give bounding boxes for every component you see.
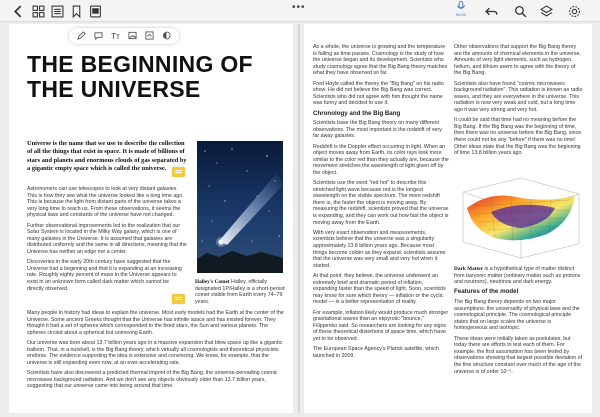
caption-title: Dark Matter — [454, 266, 483, 272]
right-page — [304, 24, 592, 413]
paragraph: These ideas were initially taken as postulates, but today there are efforts to test each of them. For example, the first assumption has been tested by observations showing that largest possible deviation of the fine structure constant over much of the age of the universe is of order 10⁻⁵. — [454, 335, 583, 375]
grid-icon[interactable] — [30, 3, 46, 19]
paragraph: Further observational improvements led to the realization that our Solar System is located in the Milky Way galaxy, which is one of many galaxies in the Universe. It is assumed that galaxies are distributed uniformly and the same in all directions, meaning that the Universe has neither an edge nor a center. — [27, 222, 187, 255]
section-heading: Chronology and the Big Bang — [313, 109, 401, 117]
pen-icon[interactable] — [76, 31, 88, 42]
paragraph: It could be said that time had no meaning before the Big Bang. If the Big Bang was the beginning of time, then there was no universe before the Big Bang, since there could not be any "before" if there was no time! Other ideas state that the Big Bang was the beginning of time 13.8 billion years ago. — [454, 117, 582, 157]
paragraph: Redshift is the Doppler effect occurring in light. When an object moves away from Earth, its color rays look more similar to the color red than they actually are, because the movement stretches the wavelength of light given off by the object. — [313, 143, 449, 176]
paragraph: Fred Hoyle called the theory the "Big Bang" on his radio show. He did not believe the Big Bang was correct. Scientists who did not agree with him thought the name was funny and decided to use it. — [313, 80, 444, 107]
paragraph: Astronomers can use telescopes to look at very distant galaxies. This is how they see what the universe looked like a long time ago. This is because the light from distant parts of the universe takes a very long time to reach us. From these observations, it seems the physical laws and constants of the universe have not changed. — [27, 186, 184, 219]
right-column-2-top — [454, 44, 584, 160]
sticky-note-icon[interactable] — [172, 167, 185, 177]
paragraph: Discoveries in the early 20th century have suggested that the Universe had a beginning and that it is expanding at an increasing rate. Roughly eighty percent of mass in the Universe appears to exist in an unknown form called dark matter which cannot be directly observed. — [27, 259, 182, 292]
caption-text: is a hypothetical type of matter distinct from baryonic matter (ordinary matter such as protons and neutrons), neutrinos and dark energy. — [454, 266, 581, 286]
right-column-2-bottom — [454, 266, 584, 379]
eraser-icon[interactable] — [161, 31, 173, 42]
more-dots-icon[interactable]: ••• — [292, 2, 306, 13]
left-page — [9, 24, 293, 413]
bookmark-icon[interactable] — [68, 3, 84, 19]
paragraph: As a whole, the universe is growing and the temperature is falling as time passes. Cosmology is the study of how the universe began and its development. Scientists who study cosmology agree that the Big Bang theory matches what they have observed so far. — [313, 44, 448, 77]
title-line-2: THE UNIVERSE — [27, 76, 201, 102]
paragraph: Many people in history had ideas to explain the universe. Most early models had the Earth at the center of the Universe. Some ancient Greeks thought that the Universe has infinite space and has existed forever. They thought it had a set of spheres which corresponded to the fixed stars, the Sun and various planets. The spheres circled about a spherical but unmoving Earth. — [27, 310, 284, 336]
undo-icon[interactable] — [483, 3, 499, 19]
title-line-1: THE BEGINNING OF — [27, 51, 253, 77]
photo-caption — [195, 279, 287, 305]
tablet-icon[interactable] — [87, 3, 103, 19]
paragraph: The European Space Agency's Planck satellite, which launched in 2009. — [313, 346, 439, 359]
comet-photo — [197, 141, 283, 273]
layers-icon[interactable] — [538, 3, 554, 19]
paragraph: Scientists use the word "red hot" to describe this stretched light wave because red is the longest wavelength on the visible spectrum. The more redshift there is, the faster the object is moving away. By measuring the redshift, scientists proved that the universe is expanding, and they can work out how fast the object is moving away from the Earth. — [313, 180, 449, 226]
paragraph: Our universe was born about 13.7 billion years ago in a massive expansion that blew space up like a gigantic balloon. That, in a nutshell, is the Big Bang theory, which virtually all cosmologists and theoretical physicists endorse. The evidence supporting the idea is extensive and convincing. We know, for example, that the universe is still expanding even now, at an ever-accelerating rate. — [27, 339, 283, 366]
paragraph: Scientists also have found "cosmic microwaves background radiation". This radiation is known as radio waves, and they are everywhere in the universe. This radiation is now very weak and cold, but a long time ago it was very strong and very hot. — [454, 80, 583, 113]
page-gutter — [298, 24, 300, 413]
paragraph: Scientists have also discovered a predicted thermal imprint of the Big Bang, the universe-pervading cosmic microwave background radiation. And we don't see any objects obviously older than 13.7 billion years, suggesting that our universe came into being around that time. — [27, 369, 278, 390]
settings-icon[interactable] — [566, 3, 582, 19]
paragraph: With very exact observation and measurements, scientists believe that the universe was a singularity approximately 13.8 billion years ago. Because most things become colder as they expand, scientists assume that the universe was very small and very hot when it started. — [313, 229, 446, 269]
right-column-1 — [313, 44, 449, 363]
paragraph: The Big Bang theory depends on two major assumptions: the universality of physical laws and the cosmological principle. The cosmological principle states that on large scales the universe is homogeneous and isotropic. — [454, 298, 580, 332]
paragraph: At that point, they believe, the universe underwent an extremely brief and dramatic period of inflation, expanding faster than the speed of light. Soon, scientists may know for sure which theory — inflation or the cyclic model — is a better representation of reality. — [313, 272, 446, 306]
caption-text: Halley, officially designated 1P/Halley is a short-period comet visible from Earth every 74–79 years. — [195, 279, 285, 305]
mic-button[interactable] — [452, 1, 470, 21]
dark-matter-caption — [454, 266, 584, 286]
paragraph: For example, inflation likely would produce much stronger gravitational waves than an ekpyrotic "bounce," Filippenko said. So researchers are looking for any signs of these theoretical distortions of space time, which have yet to be observed. — [313, 309, 449, 342]
lead-paragraph: Universe is the name that we use to describe the collection of all the things that exist in space. It is made of billions of stars and planets and enormous clouds of gas separated by a gigantic empty space which is called the universe. — [27, 140, 187, 172]
sticky-note-icon[interactable] — [172, 294, 185, 304]
mic-icon — [456, 1, 466, 12]
bookmarks-icon[interactable] — [49, 3, 65, 19]
paragraph: Other observations that support the Big Bang theory are the amounts of chemical elements in the universe. Amounts of very light elements, such as hydrogen, helium, and lithium seem to agree with the theory of the Big Bang. — [454, 44, 581, 77]
surface-plot-image — [451, 172, 587, 260]
mic-label: 00:00 — [455, 12, 466, 17]
search-icon[interactable] — [512, 3, 528, 19]
page-title — [27, 52, 287, 102]
top-toolbar — [0, 0, 600, 22]
comment-icon[interactable] — [93, 31, 105, 42]
annotation-toolbar — [69, 28, 179, 44]
chevron-left-icon[interactable] — [10, 3, 26, 19]
caption-title: Halley's Comet — [195, 279, 230, 285]
text-tool[interactable]: Tт — [111, 31, 120, 41]
section-heading: Features of the model — [454, 288, 519, 296]
left-column-text — [27, 186, 187, 296]
paragraph: Scientists base the Big Bang theory on many different observations. The most important is the redshift of very far away galaxies. — [313, 120, 442, 140]
full-width-text — [27, 310, 285, 393]
image-icon[interactable] — [127, 31, 139, 42]
signature-icon[interactable] — [144, 31, 156, 42]
